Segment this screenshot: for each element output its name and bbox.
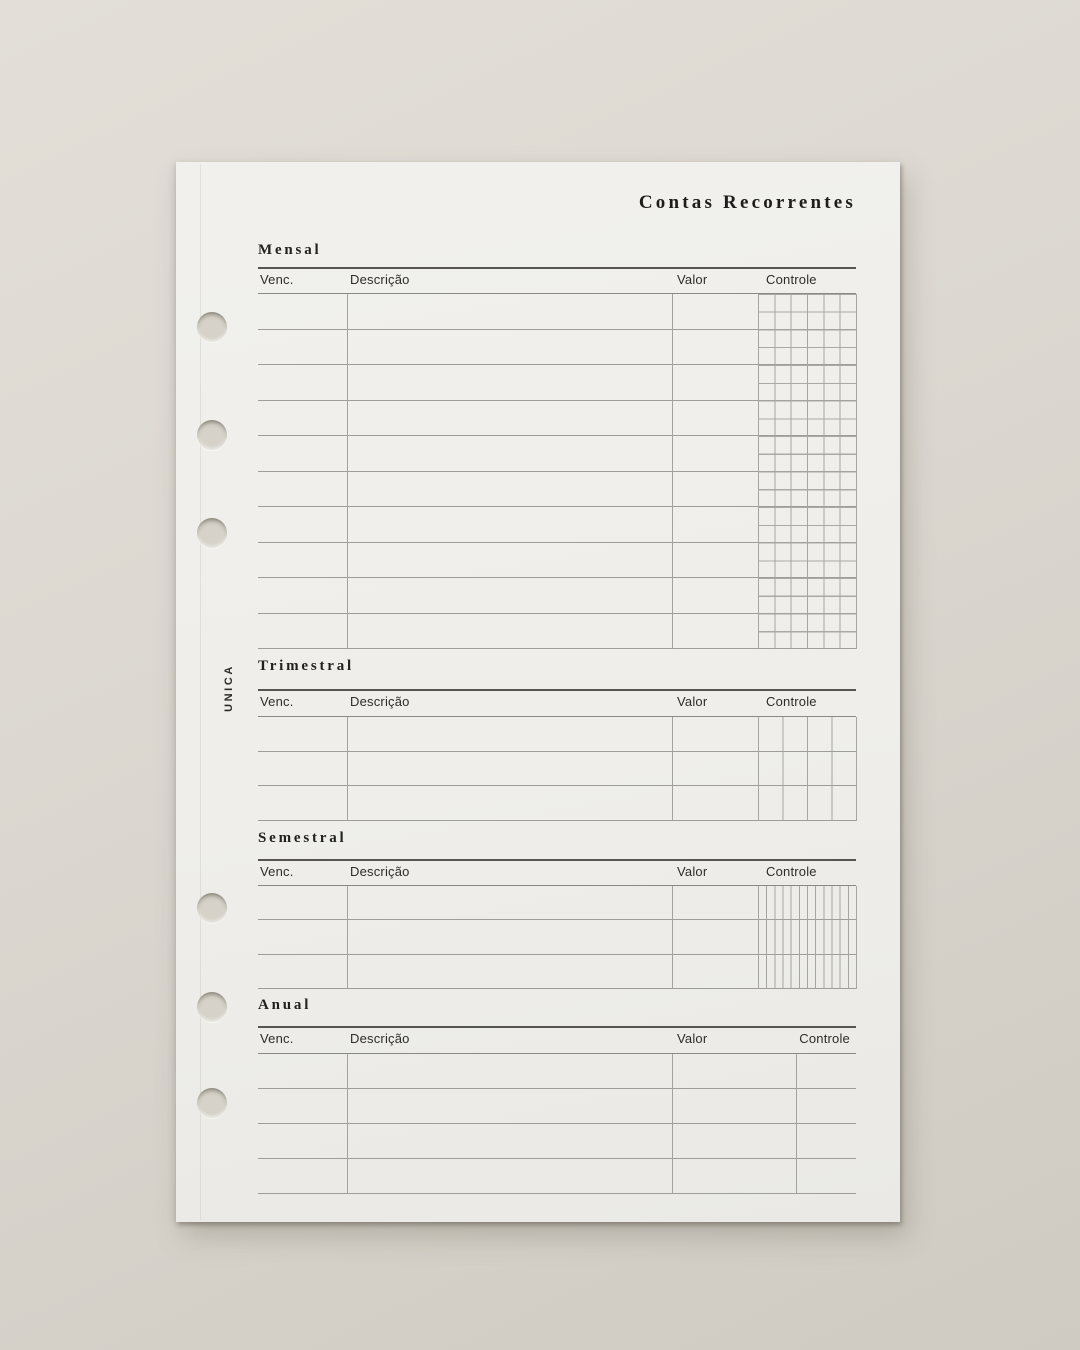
column-header-valor: Valor: [677, 864, 708, 879]
column-header-descricao: Descrição: [350, 1031, 410, 1046]
column-headers: [258, 1030, 856, 1050]
binder-hole: [197, 518, 227, 548]
column-separator: [758, 717, 759, 821]
table-rows: [258, 716, 856, 821]
column-header-valor: Valor: [677, 272, 708, 287]
column-header-venc: Venc.: [260, 864, 294, 879]
table-rows: [258, 293, 856, 649]
column-header-controle: Controle: [766, 864, 817, 879]
column-header-descricao: Descrição: [350, 272, 410, 287]
table-rows: [258, 1053, 856, 1194]
column-header-valor: Valor: [677, 1031, 708, 1046]
binder-hole: [197, 1088, 227, 1118]
column-separator: [672, 1054, 673, 1194]
column-header-controle: Controle: [799, 1031, 850, 1046]
binder-hole: [197, 420, 227, 450]
section-rule: [258, 859, 856, 861]
column-separator: [347, 717, 348, 821]
column-separator: [796, 1054, 797, 1194]
column-separator: [347, 1054, 348, 1194]
column-header-controle: Controle: [766, 272, 817, 287]
column-separator: [672, 294, 673, 649]
section-title: Anual: [258, 997, 312, 1013]
section-rule: [258, 689, 856, 691]
column-separator: [672, 717, 673, 821]
column-header-valor: Valor: [677, 694, 708, 709]
column-header-descricao: Descrição: [350, 694, 410, 709]
column-separator: [758, 294, 759, 649]
column-headers: [258, 693, 856, 713]
column-separator: [347, 294, 348, 649]
brand-vertical-text: UNICA: [223, 664, 235, 712]
binder-hole: [197, 992, 227, 1022]
column-separator: [672, 886, 673, 989]
section-rule: [258, 267, 856, 269]
page-title: Contas Recorrentes: [638, 192, 856, 213]
column-separator: [758, 886, 759, 989]
column-headers: [258, 863, 856, 883]
column-header-descricao: Descrição: [350, 864, 410, 879]
column-header-venc: Venc.: [260, 694, 294, 709]
section-title: Semestral: [258, 830, 347, 846]
column-header-controle: Controle: [766, 694, 817, 709]
binder-hole: [197, 893, 227, 923]
section-rule: [258, 1026, 856, 1028]
column-headers: [258, 271, 856, 291]
column-header-venc: Venc.: [260, 1031, 294, 1046]
column-separator: [347, 886, 348, 989]
table-rows: [258, 885, 856, 989]
column-header-venc: Venc.: [260, 272, 294, 287]
section-title: Trimestral: [258, 658, 355, 674]
binder-hole: [197, 312, 227, 342]
planner-page: [176, 162, 900, 1222]
section-title: Mensal: [258, 242, 322, 258]
